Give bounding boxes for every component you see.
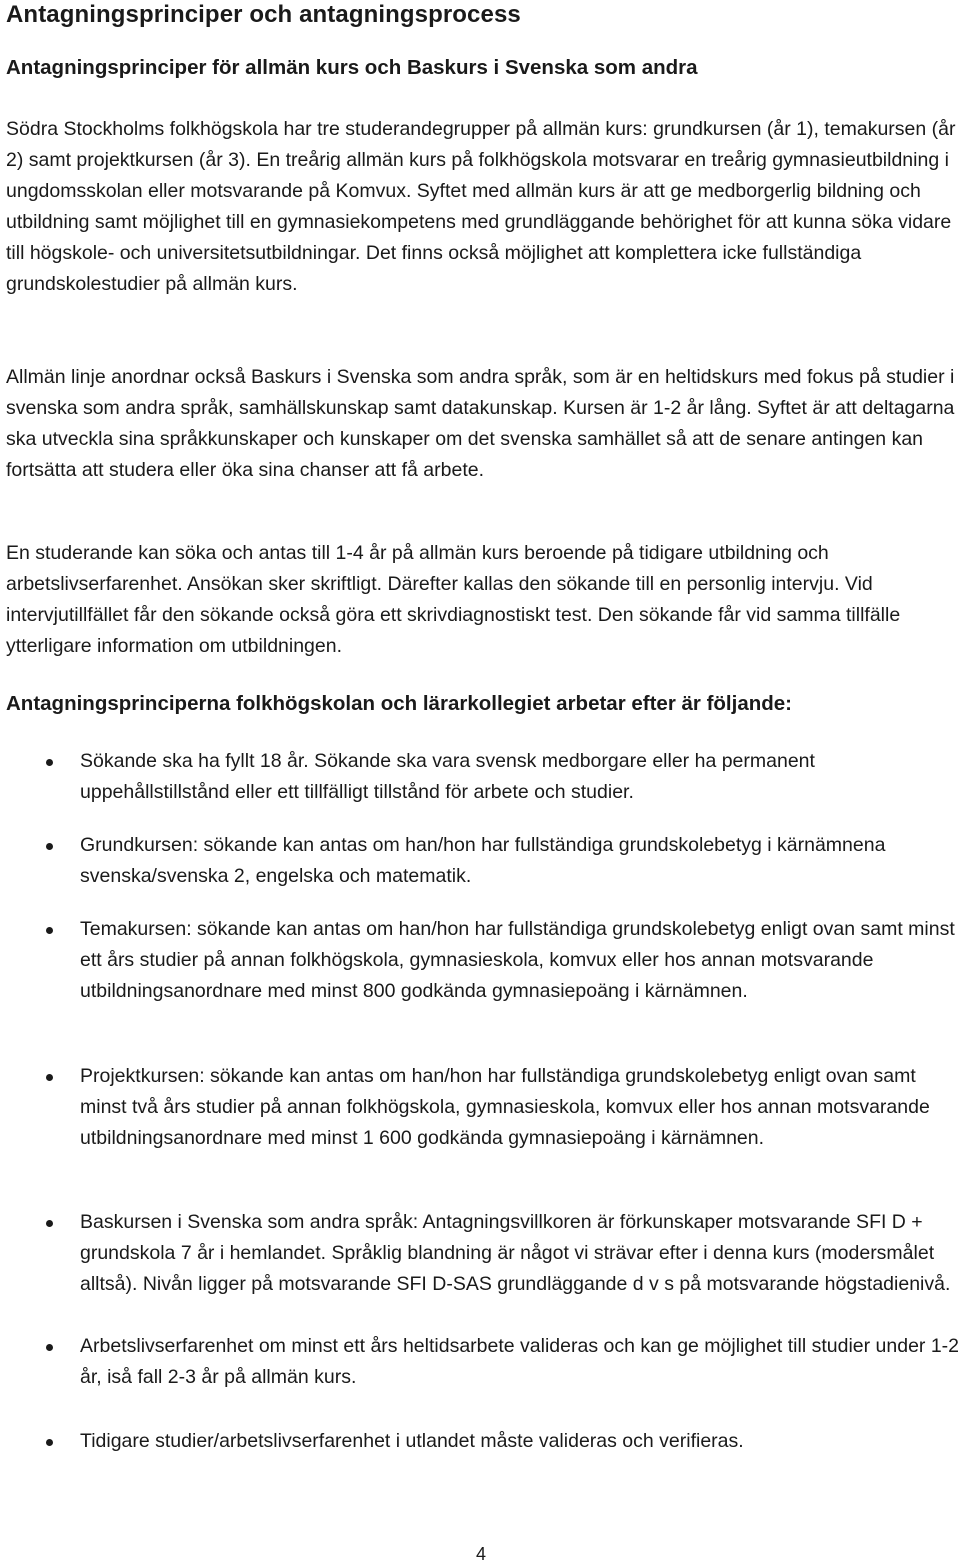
list-item: Temakursen: sökande kan antas om han/hon har fullständiga grundskolebetyg enligt ovan samt minst ett års studier på annan folkhögskola, gymnasieskola, komvux eller hos annan motsvarande utbildningsanordnare med minst 800 godkända gymnasiepoäng i kärnämnen.: [80, 914, 960, 1007]
page-title: Antagningsprinciper och antagningsprocess: [6, 1, 521, 28]
list-item: Tidigare studier/arbetslivserfarenhet i utlandet måste valideras och verifieras.: [80, 1426, 960, 1457]
paragraph-application: En studerande kan söka och antas till 1-4 år på allmän kurs beroende på tidigare utbildning och arbetslivserfarenhet. Ansökan sker skriftligt. Därefter kallas den sökande till en personlig intervju. Vid intervjutillfället får den sökande också göra ett skrivdiagnostiskt test. Den sökande får vid samma tillfälle ytterligare information om utbildningen.: [6, 542, 901, 657]
paragraph-baskurs: Allmän linje anordnar också Baskurs i Svenska som andra språk, som är en heltidskurs med fokus på studier i svenska som andra språk, samhällskunskap samt datakunskap. Kursen är 1-2 år lång. Syftet är att deltagarna ska utveckla sina språkkunskaper och kunskaper om det svenska samhället så att de senare antingen kan fortsätta att studera eller öka sina chanser att få arbete.: [6, 366, 955, 481]
list-item: Baskursen i Svenska som andra språk: Antagningsvillkoren är förkunskaper motsvarande SFI D + grundskola 7 år i hemlandet. Språklig blandning är något vi strävar efter i denna kurs (modersmålet alltså). Nivån ligger på motsvarande SFI D-SAS grundläggande d v s på motsvarande högstadienivå.: [80, 1207, 960, 1300]
section-subtitle: Antagningsprinciper för allmän kurs och Baskurs i Svenska som andra: [6, 56, 698, 79]
paragraph-intro: Södra Stockholms folkhögskola har tre studerandegrupper på allmän kurs: grundkursen (år 1), temakursen (år 2) samt projektkursen (år 3). En treårig allmän kurs på folkhögskola motsvarar en treårig gymnasieutbildning i ungdomsskolan eller motsvarande på Komvux. Syftet med allmän kurs är att ge medborgerlig bildning och utbildning samt möjlighet till en gymnasiekompetens med grundläggande behörighet för att kunna söka vidare till högskole- och universitetsutbildningar. Det finns också möjlighet att komplettera icke fullständiga grundskolestudier på allmän kurs.: [6, 118, 956, 295]
principles-heading: Antagningsprinciperna folkhögskolan och lärarkollegiet arbetar efter är följande:: [6, 692, 792, 715]
list-item: Projektkursen: sökande kan antas om han/hon har fullständiga grundskolebetyg enligt ovan samt minst två års studier på annan folkhögskola, gymnasieskola, komvux eller hos annan motsvarande utbildningsanordnare med minst 1 600 godkända gymnasiepoäng i kärnämnen.: [80, 1061, 960, 1154]
list-item: Grundkursen: sökande kan antas om han/hon har fullständiga grundskolebetyg i kärnämnena svenska/svenska 2, engelska och matematik.: [80, 830, 960, 892]
list-item: Arbetslivserfarenhet om minst ett års heltidsarbete valideras och kan ge möjlighet till studier under 1-2 år, iså fall 2-3 år på allmän kurs.: [80, 1331, 960, 1393]
page-number: 4: [476, 1544, 487, 1564]
list-item: Sökande ska ha fyllt 18 år. Sökande ska vara svensk medborgare eller ha permanent uppehållstillstånd eller ett tillfälligt tillstånd för arbete och studier.: [80, 746, 960, 808]
